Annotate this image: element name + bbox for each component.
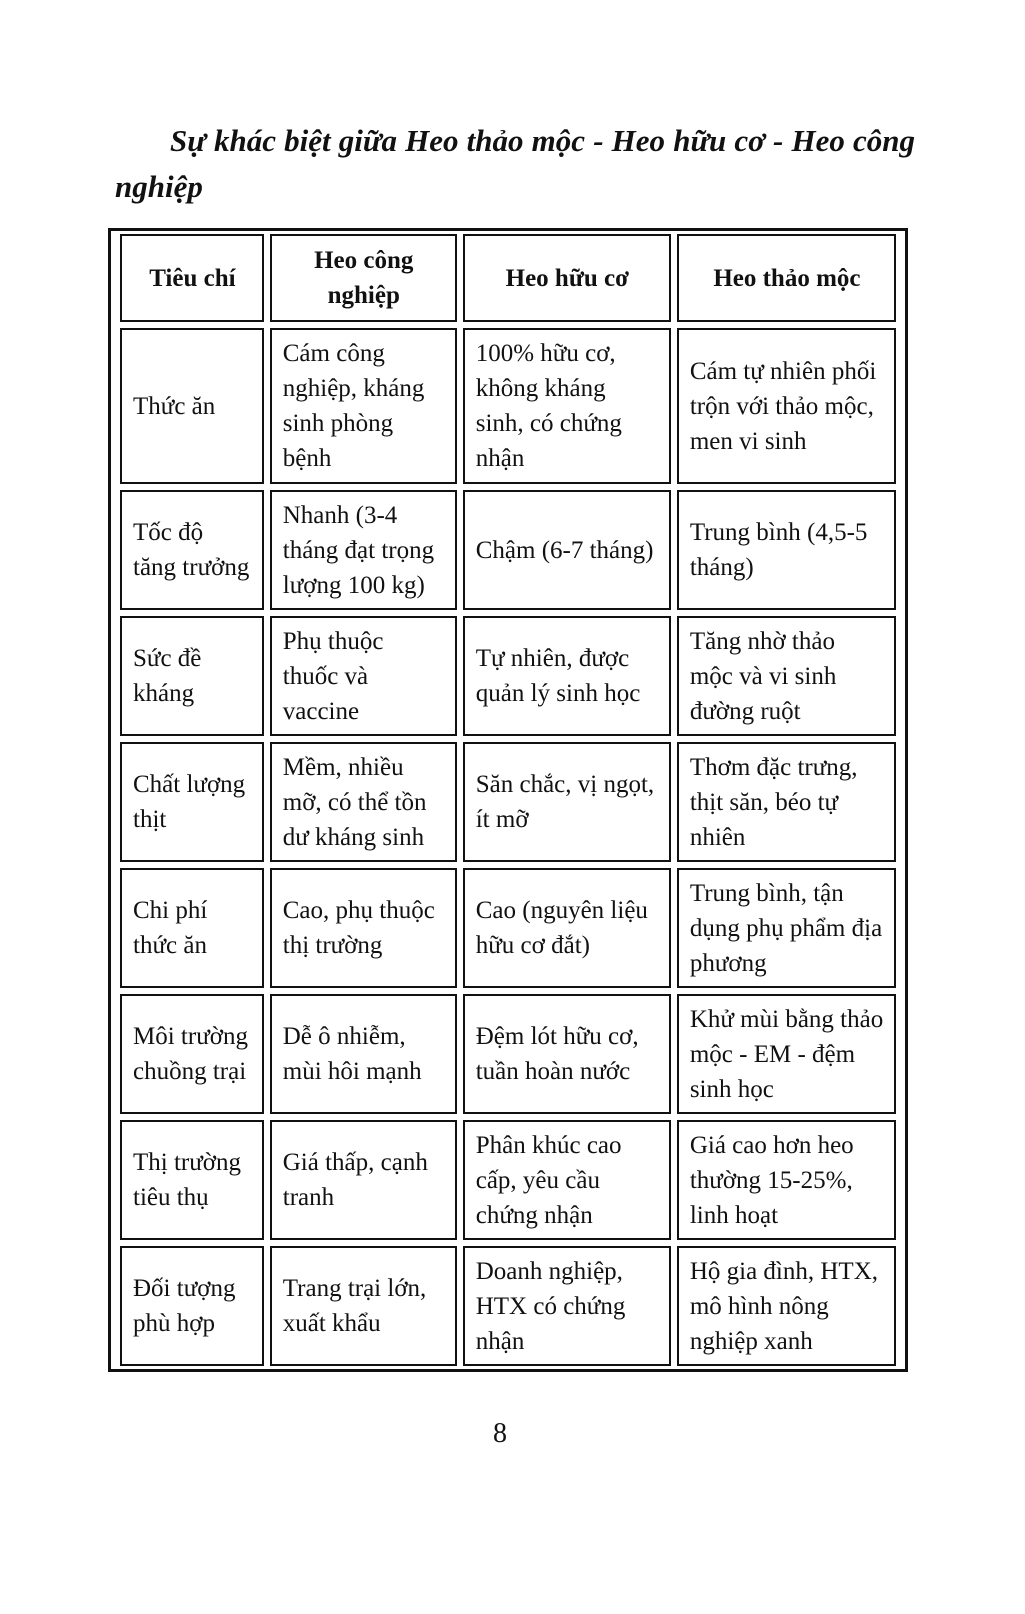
table-cell: Tự nhiên, được quản lý sinh học: [463, 616, 671, 736]
table-row: [120, 1246, 896, 1366]
table-cell: Mềm, nhiều mỡ, có thể tồn dư kháng sinh: [270, 742, 457, 862]
table-cell: Chậm (6-7 tháng): [463, 490, 671, 610]
table-cell: Dễ ô nhiễm, mùi hôi mạnh: [270, 994, 457, 1114]
table-row: [120, 868, 896, 988]
row-criteria-cell: Đối tượng phù hợp: [120, 1246, 264, 1366]
comparison-table: [114, 228, 902, 1372]
table-cell: Hộ gia đình, HTX, mô hình nông nghiệp xanh: [677, 1246, 896, 1366]
table-cell: Tăng nhờ thảo mộc và vi sinh đường ruột: [677, 616, 896, 736]
table-cell: Cao (nguyên liệu hữu cơ đắt): [463, 868, 671, 988]
table-cell: Giá thấp, cạnh tranh: [270, 1120, 457, 1240]
table-cell: Cao, phụ thuộc thị trường: [270, 868, 457, 988]
table-cell: Nhanh (3-4 tháng đạt trọng lượng 100 kg): [270, 490, 457, 610]
comparison-table-frame: [108, 228, 908, 1372]
table-cell: Phụ thuộc thuốc và vaccine: [270, 616, 457, 736]
table-cell: Thơm đặc trưng, thịt săn, béo tự nhiên: [677, 742, 896, 862]
table-row: [120, 328, 896, 484]
row-criteria-cell: Thức ăn: [120, 328, 264, 484]
table-cell: Cám công nghiệp, kháng sinh phòng bệnh: [270, 328, 457, 484]
header-industrial-pig: Heo công nghiệp: [270, 234, 457, 322]
table-header-row: [120, 234, 896, 322]
header-organic-pig: Heo hữu cơ: [463, 234, 671, 322]
table-cell: Đệm lót hữu cơ, tuần hoàn nước: [463, 994, 671, 1114]
table-cell: Giá cao hơn heo thường 15-25%, linh hoạt: [677, 1120, 896, 1240]
table-cell: Khử mùi bằng thảo mộc - EM - đệm sinh học: [677, 994, 896, 1114]
header-criteria: Tiêu chí: [120, 234, 264, 322]
table-row: [120, 490, 896, 610]
table-cell: Trung bình (4,5-5 tháng): [677, 490, 896, 610]
section-title: Sự khác biệt giữa Heo thảo mộc - Heo hữu cơ - Heo công nghiệp: [115, 123, 915, 204]
table-row: [120, 994, 896, 1114]
table-cell: 100% hữu cơ, không kháng sinh, có chứng nhận: [463, 328, 671, 484]
table-cell: Phân khúc cao cấp, yêu cầu chứng nhận: [463, 1120, 671, 1240]
table-cell: Săn chắc, vị ngọt, ít mỡ: [463, 742, 671, 862]
row-criteria-cell: Tốc độ tăng trưởng: [120, 490, 264, 610]
table-cell: Doanh nghiệp, HTX có chứng nhận: [463, 1246, 671, 1366]
table-cell: Trung bình, tận dụng phụ phẩm địa phương: [677, 868, 896, 988]
row-criteria-cell: Môi trường chuồng trại: [120, 994, 264, 1114]
table-row: [120, 742, 896, 862]
row-criteria-cell: Sức đề kháng: [120, 616, 264, 736]
header-herbal-pig: Heo thảo mộc: [677, 234, 896, 322]
table-row: [120, 1120, 896, 1240]
table-row: [120, 616, 896, 736]
table-cell: Trang trại lớn, xuất khẩu: [270, 1246, 457, 1366]
table-cell: Cám tự nhiên phối trộn với thảo mộc, men vi sinh: [677, 328, 896, 484]
row-criteria-cell: Thị trường tiêu thụ: [120, 1120, 264, 1240]
row-criteria-cell: Chi phí thức ăn: [120, 868, 264, 988]
row-criteria-cell: Chất lượng thịt: [120, 742, 264, 862]
page-number: 8: [493, 1418, 507, 1449]
